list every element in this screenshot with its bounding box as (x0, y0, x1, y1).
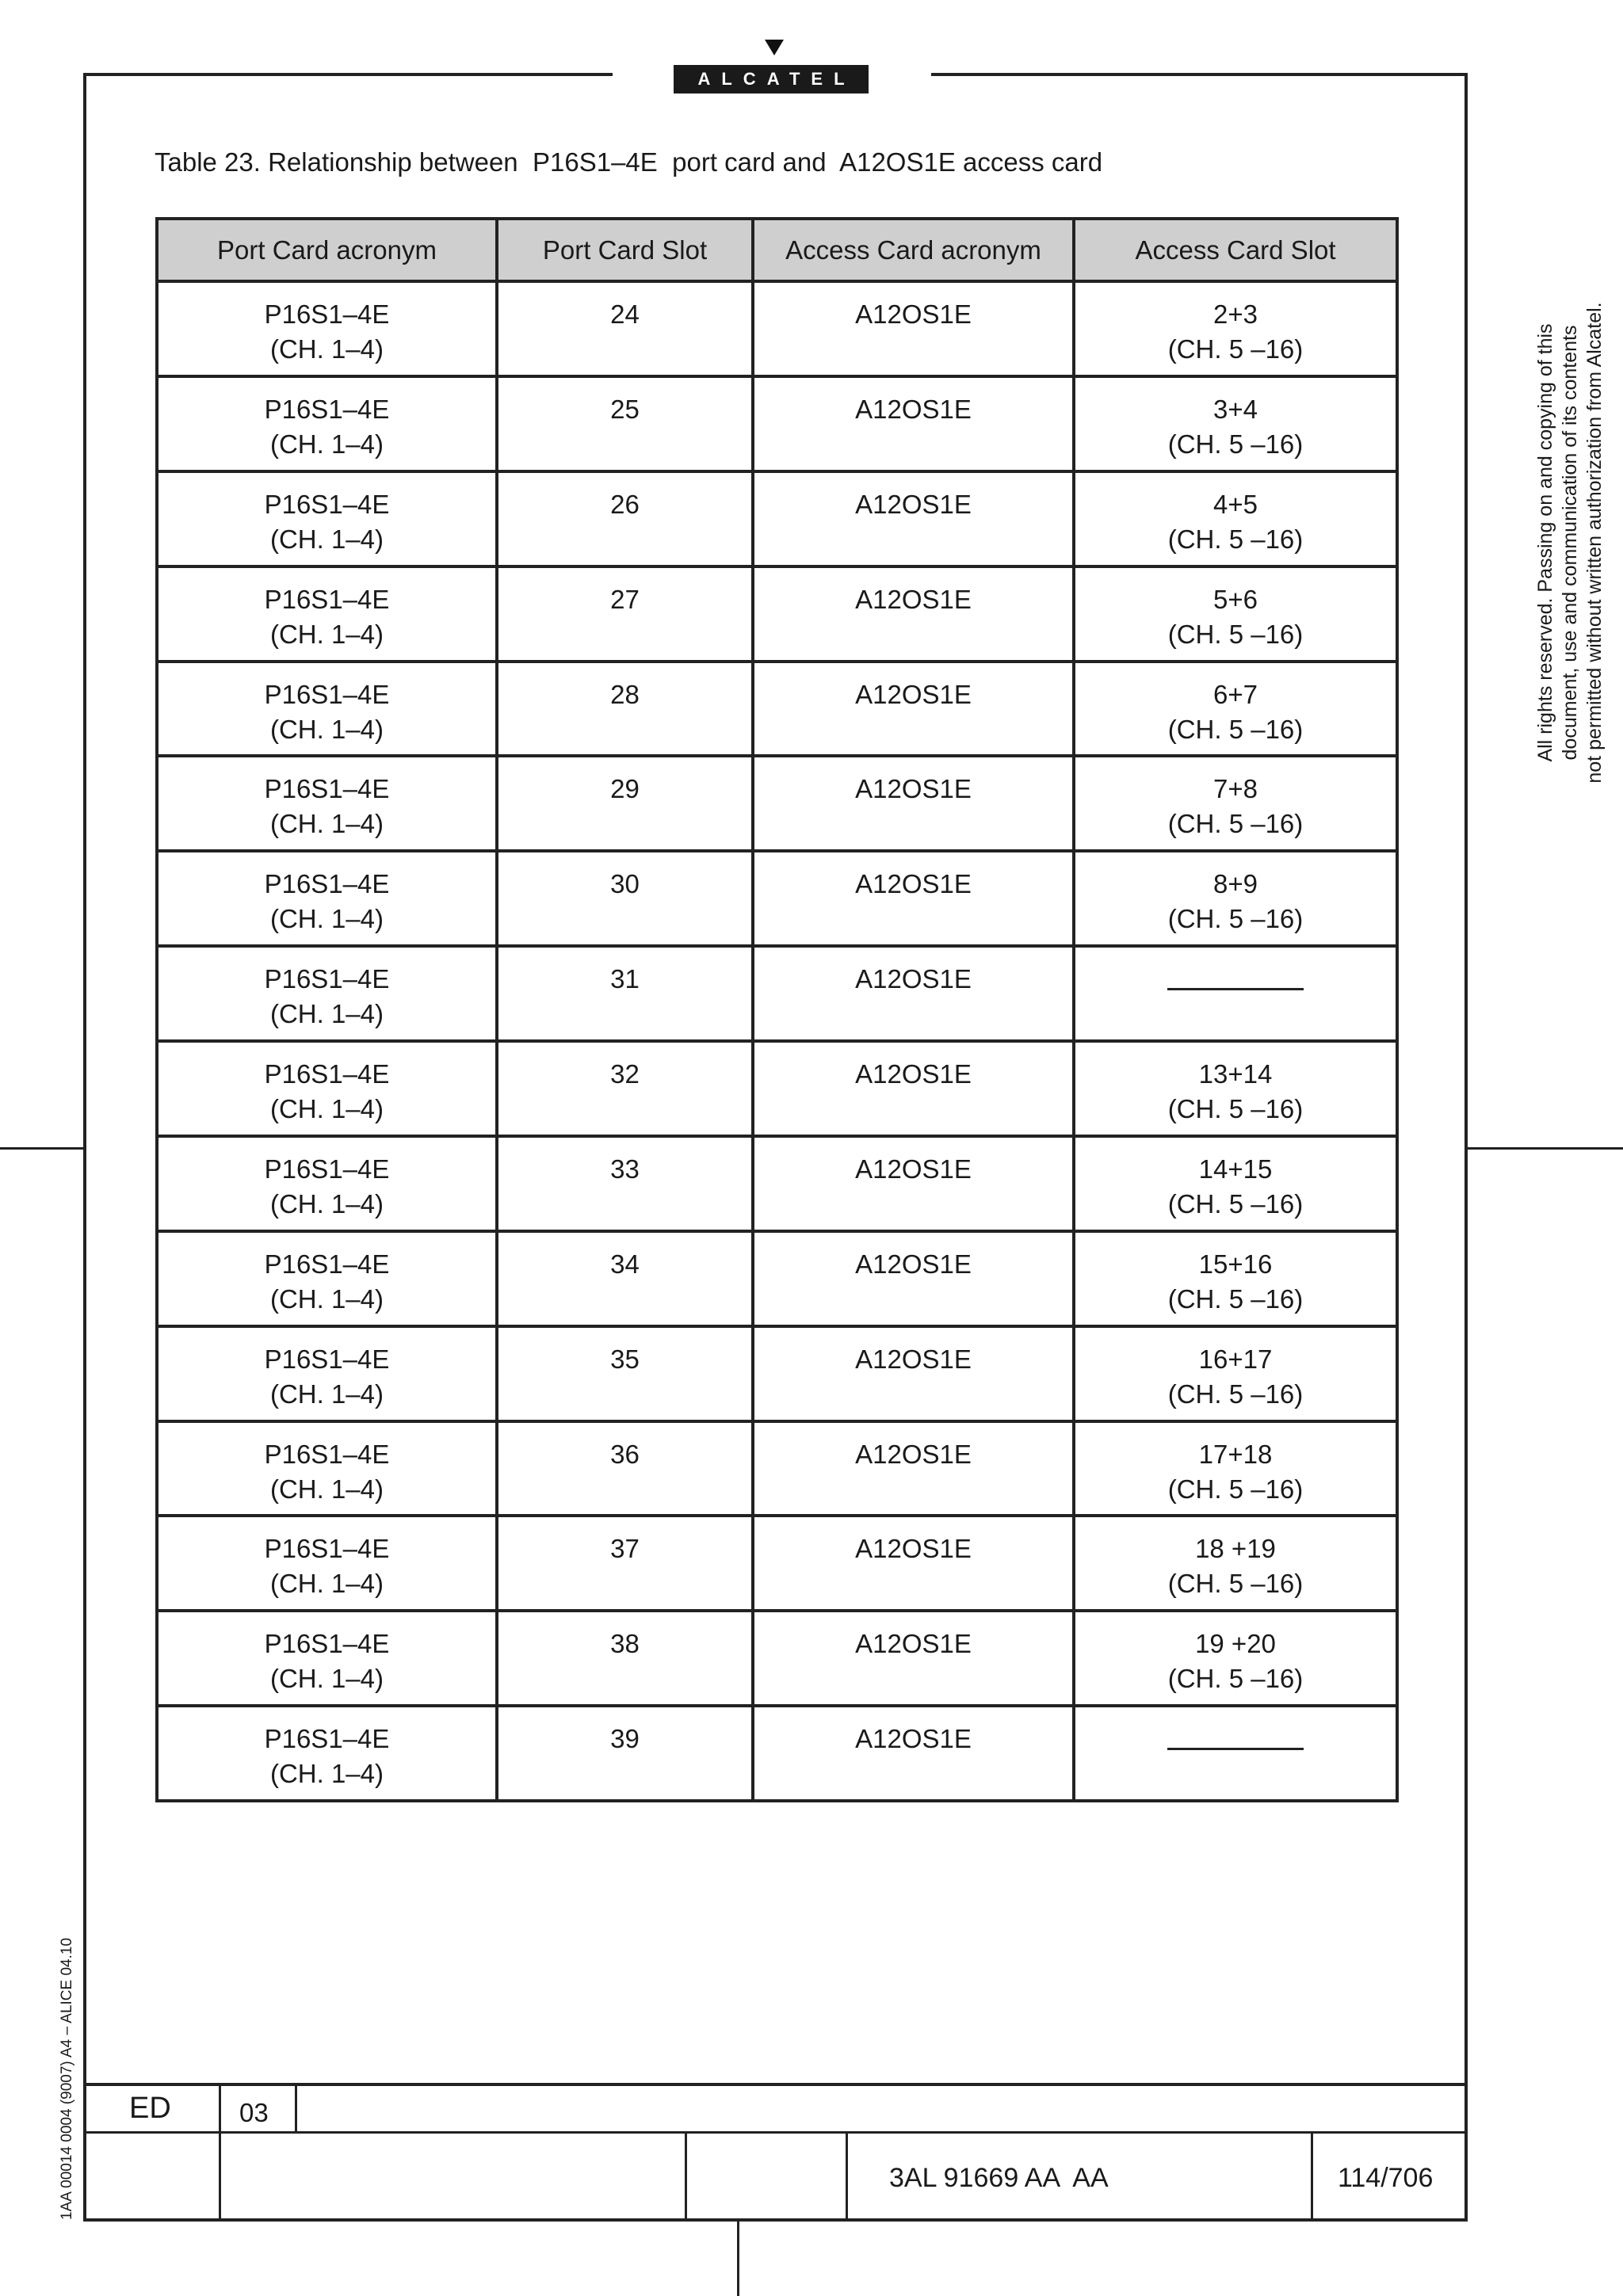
cell-text: (CH. 5 –16) (1167, 334, 1304, 364)
cell-text: 28 (610, 679, 640, 709)
page-frame-left (83, 73, 86, 2222)
cell-text: (CH. 1–4) (269, 999, 384, 1029)
document-number: 3AL 91669 AA AA (889, 2163, 1109, 2193)
cell-text: 13+14 (1198, 1059, 1273, 1089)
cell-text: A12OS1E (855, 1059, 972, 1089)
cell-text: (CH. 1–4) (269, 334, 384, 364)
table-header-row (157, 219, 1397, 281)
cell-text: P16S1–4E (264, 1439, 390, 1469)
cell-text: P16S1–4E (264, 1249, 390, 1279)
cell-text: A12OS1E (855, 869, 972, 899)
port-slot-cell (497, 376, 753, 471)
alcatel-logo: ALCATEL (674, 65, 869, 93)
access-card-cell (753, 1231, 1074, 1326)
cell-text: A12OS1E (855, 584, 972, 614)
table-row (157, 851, 1397, 946)
cell-text: 39 (610, 1724, 640, 1754)
cell-text: A12OS1E (855, 299, 972, 329)
cell-text: P16S1–4E (264, 679, 390, 709)
cell-text: A12OS1E (855, 1154, 972, 1184)
cell-text: (CH. 1–4) (269, 904, 384, 934)
cell-text: P16S1–4E (264, 869, 390, 899)
cell-text: 37 (610, 1534, 640, 1564)
cell-text: A12OS1E (855, 1724, 972, 1754)
table-row (157, 1706, 1397, 1801)
access-slot-cell (1074, 1326, 1397, 1421)
cell-text: 30 (610, 869, 640, 899)
port-card-cell (157, 1516, 497, 1611)
cell-text: 15+16 (1198, 1249, 1273, 1279)
cell-text: 2+3 (1213, 299, 1258, 329)
cell-text: (CH. 1–4) (269, 524, 384, 554)
cell-text: A12OS1E (855, 1439, 972, 1469)
cell-text: A12OS1E (855, 394, 972, 424)
cell-text: 24 (610, 299, 640, 329)
access-slot-cell (1074, 1421, 1397, 1516)
port-slot-cell (497, 1421, 753, 1516)
cell-text: 7+8 (1213, 774, 1258, 804)
port-slot-cell (497, 566, 753, 662)
logo-arrow-icon (765, 40, 784, 55)
table-row (157, 946, 1397, 1041)
cell-text: 36 (610, 1439, 640, 1469)
port-slot-cell (497, 1326, 753, 1421)
cell-text: (CH. 5 –16) (1167, 1188, 1304, 1219)
port-card-cell (157, 1326, 497, 1421)
rights-notice (1533, 281, 1607, 804)
cell-text: 35 (610, 1344, 640, 1374)
cell-text: 14+15 (1198, 1154, 1273, 1184)
cell-text: (CH. 5 –16) (1167, 809, 1304, 839)
cell-text: (CH. 5 –16) (1167, 904, 1304, 934)
not-applicable-dash (1167, 988, 1304, 990)
cell-text: 17+18 (1198, 1439, 1273, 1469)
cell-text: 6+7 (1213, 679, 1258, 709)
cell-text: A12OS1E (855, 1344, 972, 1374)
table-row (157, 1611, 1397, 1706)
cell-text: (CH. 1–4) (269, 1569, 384, 1599)
access-card-cell (753, 376, 1074, 471)
cell-text: P16S1–4E (264, 964, 390, 994)
table-row (157, 566, 1397, 662)
not-applicable-dash (1167, 1748, 1304, 1750)
cell-text: 18 +19 (1195, 1534, 1276, 1564)
port-slot-cell (497, 1611, 753, 1706)
table-row (157, 1421, 1397, 1516)
footer-divider (685, 2133, 687, 2220)
port-card-cell (157, 756, 497, 851)
access-card-cell (753, 1041, 1074, 1136)
rights-notice-line: All rights reserved. Passing on and copying of this (1534, 323, 1556, 762)
cell-text: (CH. 1–4) (269, 1283, 384, 1314)
cell-text: 5+6 (1213, 584, 1258, 614)
access-card-cell (753, 756, 1074, 851)
cell-text: (CH. 1–4) (269, 1379, 384, 1409)
access-slot-cell (1074, 566, 1397, 662)
fold-mark-bottom (737, 2222, 739, 2296)
port-slot-cell (497, 1516, 753, 1611)
access-card-cell (753, 1516, 1074, 1611)
footer-divider (846, 2133, 848, 2220)
cell-text: A12OS1E (855, 1534, 972, 1564)
cell-text: 31 (610, 964, 640, 994)
cell-text: 16+17 (1198, 1344, 1273, 1374)
access-slot-cell (1074, 1516, 1397, 1611)
port-card-cell (157, 1421, 497, 1516)
cell-text: (CH. 1–4) (269, 429, 384, 459)
cell-text: (CH. 1–4) (269, 809, 384, 839)
access-slot-cell (1074, 946, 1397, 1041)
table-row (157, 1041, 1397, 1136)
column-header: Port Card Slot (497, 219, 753, 281)
access-slot-cell (1074, 1611, 1397, 1706)
access-slot-cell (1074, 1136, 1397, 1231)
port-card-cell (157, 376, 497, 471)
access-card-cell (753, 1136, 1074, 1231)
cell-text: 34 (610, 1249, 640, 1279)
cell-text: A12OS1E (855, 1629, 972, 1659)
cell-text: (CH. 1–4) (269, 1759, 384, 1789)
cell-text: P16S1–4E (264, 489, 390, 519)
edition-value: 03 (239, 2098, 269, 2127)
cell-text: (CH. 5 –16) (1167, 1379, 1304, 1409)
table-row (157, 1231, 1397, 1326)
table-row (157, 662, 1397, 757)
port-slot-cell (497, 281, 753, 376)
port-slot-cell (497, 946, 753, 1041)
port-slot-cell (497, 662, 753, 757)
cell-text: A12OS1E (855, 964, 972, 994)
page-frame-top-right (931, 73, 1468, 76)
cell-text: 27 (610, 584, 640, 614)
column-header: Access Card Slot (1074, 219, 1397, 281)
cell-text: P16S1–4E (264, 1154, 390, 1184)
table-row (157, 1136, 1397, 1231)
cell-text: 25 (610, 394, 640, 424)
footer-divider (295, 2084, 297, 2132)
access-card-cell (753, 1421, 1074, 1516)
cell-text: 33 (610, 1154, 640, 1184)
port-card-cell (157, 1611, 497, 1706)
access-slot-cell (1074, 1706, 1397, 1801)
cell-text: A12OS1E (855, 1249, 972, 1279)
cell-text: 8+9 (1213, 869, 1258, 899)
cell-text: (CH. 1–4) (269, 1188, 384, 1219)
access-card-cell (753, 281, 1074, 376)
edition-label: ED (129, 2092, 171, 2125)
cell-text: 3+4 (1213, 394, 1258, 424)
port-card-cell (157, 662, 497, 757)
cell-text: (CH. 1–4) (269, 619, 384, 649)
port-slot-cell (497, 1231, 753, 1326)
cell-text: A12OS1E (855, 774, 972, 804)
access-slot-cell (1074, 756, 1397, 851)
access-slot-cell (1074, 662, 1397, 757)
cell-text: 38 (610, 1629, 640, 1659)
table-row (157, 376, 1397, 471)
access-card-cell (753, 662, 1074, 757)
page-frame-top-left (83, 73, 613, 76)
port-card-cell (157, 851, 497, 946)
page-frame-bottom (83, 2218, 1468, 2222)
cell-text: P16S1–4E (264, 1534, 390, 1564)
port-card-cell (157, 1706, 497, 1801)
port-slot-cell (497, 1041, 753, 1136)
cell-text: (CH. 1–4) (269, 1474, 384, 1504)
cell-text: (CH. 5 –16) (1167, 429, 1304, 459)
cell-text: (CH. 5 –16) (1167, 1283, 1304, 1314)
cell-text: (CH. 5 –16) (1167, 1474, 1304, 1504)
footer-rule-top (83, 2083, 1468, 2086)
port-card-cell (157, 1136, 497, 1231)
access-slot-cell (1074, 851, 1397, 946)
table-body (157, 281, 1397, 1801)
cell-text: P16S1–4E (264, 1059, 390, 1089)
access-card-cell (753, 851, 1074, 946)
cell-text: (CH. 1–4) (269, 1094, 384, 1123)
cell-text: 26 (610, 489, 640, 519)
table-row (157, 471, 1397, 566)
table-caption: Table 23. Relationship between P16S1–4E port card and A12OS1E access card (155, 147, 1103, 177)
cell-text: P16S1–4E (264, 1724, 390, 1754)
port-slot-cell (497, 1706, 753, 1801)
port-card-cell (157, 281, 497, 376)
table-row (157, 281, 1397, 376)
column-header: Access Card acronym (753, 219, 1074, 281)
access-slot-cell (1074, 1041, 1397, 1136)
access-card-cell (753, 1611, 1074, 1706)
cell-text: (CH. 5 –16) (1167, 1664, 1304, 1694)
footer-divider (219, 2084, 221, 2220)
table-row (157, 1516, 1397, 1611)
access-slot-cell (1074, 471, 1397, 566)
access-slot-cell (1074, 376, 1397, 471)
cell-text: (CH. 5 –16) (1167, 524, 1304, 554)
footer-divider (1311, 2133, 1313, 2220)
page-number: 114/706 (1338, 2163, 1434, 2193)
access-card-cell (753, 946, 1074, 1041)
access-card-cell (753, 471, 1074, 566)
access-card-cell (753, 1326, 1074, 1421)
rights-notice-line: document, use and communication of its contents (1559, 325, 1581, 761)
cell-text: P16S1–4E (264, 394, 390, 424)
access-slot-cell (1074, 281, 1397, 376)
cell-text: (CH. 5 –16) (1167, 619, 1304, 649)
cell-text: (CH. 1–4) (269, 1664, 384, 1694)
fold-mark-left (0, 1147, 83, 1150)
footer-rule-middle (83, 2131, 1468, 2134)
cell-text: A12OS1E (855, 489, 972, 519)
port-slot-cell (497, 756, 753, 851)
port-slot-cell (497, 471, 753, 566)
cell-text: (CH. 5 –16) (1167, 714, 1304, 744)
port-card-cell (157, 1231, 497, 1326)
table-row (157, 756, 1397, 851)
cell-text: 32 (610, 1059, 640, 1089)
access-card-cell (753, 566, 1074, 662)
cell-text: 29 (610, 774, 640, 804)
relationship-table (155, 217, 1399, 1802)
access-slot-cell (1074, 1231, 1397, 1326)
cell-text: 19 +20 (1195, 1629, 1276, 1659)
table-row (157, 1326, 1397, 1421)
port-slot-cell (497, 851, 753, 946)
cell-text: P16S1–4E (264, 1344, 390, 1374)
cell-text: P16S1–4E (264, 299, 390, 329)
cell-text: 4+5 (1213, 489, 1258, 519)
port-card-cell (157, 946, 497, 1041)
access-card-cell (753, 1706, 1074, 1801)
rights-notice-line: not permitted without written authorization from Alcatel. (1583, 302, 1606, 784)
cell-text: (CH. 5 –16) (1167, 1094, 1304, 1123)
cell-text: (CH. 5 –16) (1167, 1569, 1304, 1599)
cell-text: P16S1–4E (264, 584, 390, 614)
port-card-cell (157, 566, 497, 662)
column-header: Port Card acronym (157, 219, 497, 281)
form-code: 1AA 00014 0004 (9007) A4 – ALICE 04.10 (59, 1937, 75, 2220)
cell-text: P16S1–4E (264, 774, 390, 804)
cell-text: P16S1–4E (264, 1629, 390, 1659)
cell-text: A12OS1E (855, 679, 972, 709)
port-card-cell (157, 1041, 497, 1136)
port-card-cell (157, 471, 497, 566)
fold-mark-right (1468, 1147, 1623, 1150)
port-slot-cell (497, 1136, 753, 1231)
cell-text: (CH. 1–4) (269, 714, 384, 744)
